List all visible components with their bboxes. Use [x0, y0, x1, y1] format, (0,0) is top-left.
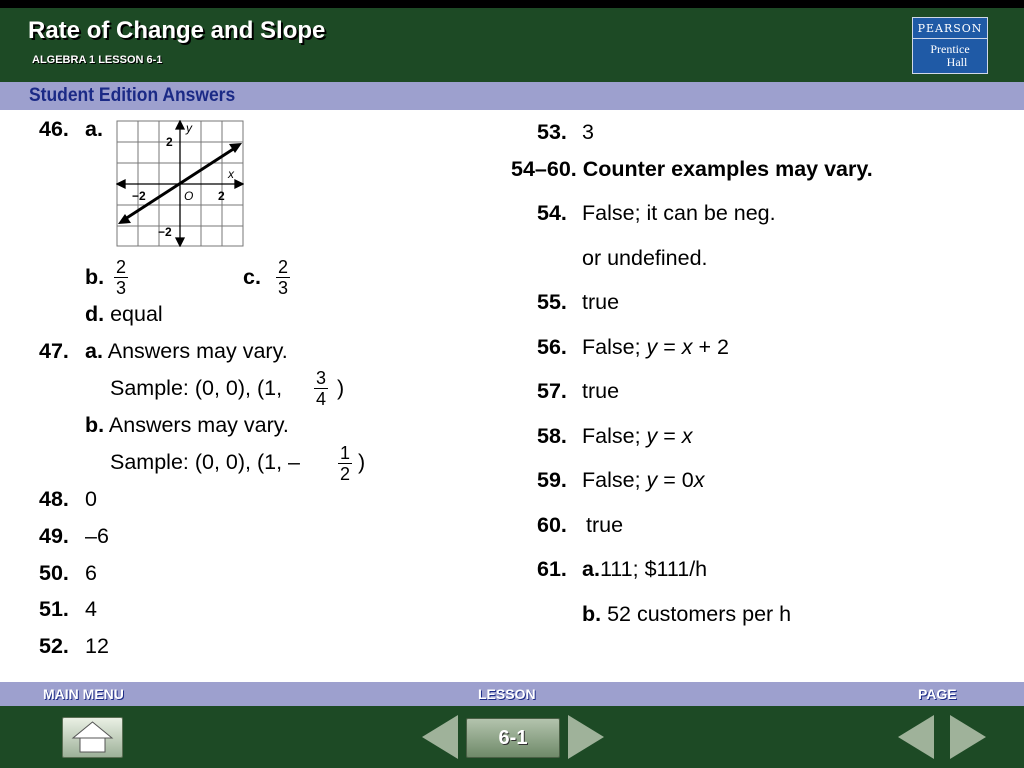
denominator: 2 [340, 464, 351, 484]
denominator: 3 [278, 278, 289, 298]
part-label: b. [85, 413, 105, 437]
answer-58 [537, 423, 693, 449]
answer-46 [39, 116, 103, 142]
lesson-next-button[interactable] [568, 715, 604, 759]
answer-number: 48. [39, 487, 69, 511]
page-next-button[interactable] [950, 715, 986, 759]
part-label: a. [582, 557, 600, 581]
answer-54-continued: or undefined. [582, 246, 708, 270]
answer-text: true [582, 379, 620, 403]
answer-number: 51. [39, 597, 69, 621]
answer-number: 56. [537, 335, 567, 359]
home-icon [63, 718, 122, 757]
page-title: Rate of Change and Slope [28, 17, 326, 44]
answer-text: 52 customers per h [601, 602, 792, 626]
logo-text-prentice: Prentice [930, 42, 970, 56]
section-heading-54-60: 54–60. Counter examples may vary. [511, 157, 873, 181]
x-axis-label: x [228, 167, 234, 181]
answer-47 [39, 338, 288, 364]
tick-label-x-2: 2 [218, 189, 225, 203]
banner-title: Student Edition Answers [29, 85, 236, 106]
answer-47a-sample [110, 375, 282, 401]
fraction-46c [276, 257, 290, 298]
equals: = [657, 335, 682, 359]
lesson-number-button[interactable]: 6-1 [466, 718, 560, 758]
part-label: c. [243, 265, 261, 289]
answer-number: 49. [39, 524, 69, 548]
answer-text: False; [582, 424, 647, 448]
answer-number: 60. [537, 513, 567, 537]
page-prev-button[interactable] [898, 715, 934, 759]
tick-label-y-2: 2 [166, 135, 173, 149]
var-x: x [693, 468, 705, 492]
tick-label-y-neg2: −2 [158, 225, 172, 239]
answer-number: 46. [39, 117, 69, 141]
var-y: y [646, 468, 658, 492]
answer-59 [537, 467, 705, 493]
numerator: 3 [316, 368, 327, 388]
answer-number: 53. [537, 120, 567, 144]
fraction-46b [114, 257, 128, 298]
answer-number: 55. [537, 290, 567, 314]
answer-46c [243, 264, 261, 290]
answer-49 [39, 523, 109, 549]
answer-text: –6 [85, 524, 109, 548]
answer-text: 12 [85, 634, 109, 658]
answer-number: 57. [537, 379, 567, 403]
answer-55 [537, 289, 620, 315]
lesson-label: LESSON [478, 686, 536, 702]
logo-text-pearson: PEARSON [913, 22, 987, 39]
main-menu-button[interactable] [62, 717, 123, 758]
answer-text-end: + 2 [692, 335, 730, 359]
denominator: 3 [116, 278, 127, 298]
answer-number: 58. [537, 424, 567, 448]
footer-nav [0, 706, 1024, 768]
answer-60 [537, 512, 624, 538]
answer-text: Answers may vary. [102, 339, 288, 363]
part-label: a. [85, 117, 103, 141]
equals: = [657, 424, 682, 448]
logo-text-hall: Hall [946, 55, 968, 69]
answer-61b [582, 601, 791, 627]
answer-text: 0 [85, 487, 97, 511]
answer-text: Answers may vary. [104, 413, 289, 437]
answer-text: False; [582, 468, 647, 492]
answer-text: False; [582, 335, 647, 359]
part-label: d. [85, 302, 105, 326]
answer-text: 6 [85, 561, 97, 585]
equals: = 0 [657, 468, 694, 492]
header [0, 8, 1024, 82]
main-menu-label: MAIN MENU [43, 686, 124, 702]
answer-47b-sample [110, 449, 300, 475]
answer-text: 3 [582, 120, 594, 144]
denominator: 4 [316, 389, 327, 409]
answer-text: 111; $111/h [599, 557, 708, 581]
fraction-47b [338, 443, 352, 484]
slope-graph [116, 120, 244, 247]
page-label: PAGE [918, 686, 957, 702]
section-banner [0, 82, 1024, 110]
answer-text: 4 [85, 597, 97, 621]
footer-label-bar [0, 682, 1024, 706]
answer-56 [537, 334, 730, 360]
numerator: 2 [278, 257, 289, 277]
answer-57 [537, 378, 620, 404]
origin-label: O [184, 189, 194, 203]
var-y: y [646, 424, 658, 448]
answer-61 [537, 556, 708, 582]
numerator: 2 [116, 257, 127, 277]
answer-number: 59. [537, 468, 567, 492]
answer-number: 61. [537, 557, 567, 581]
fraction-47a [314, 368, 328, 409]
answer-number: 54. [537, 201, 567, 225]
part-label: b. [85, 265, 105, 289]
var-x: x [681, 335, 693, 359]
answer-text: true [582, 290, 620, 314]
answer-number: 47. [39, 339, 69, 363]
tick-label-x-neg2: −2 [132, 189, 146, 203]
sample-text: Sample: (0, 0), (1, – [110, 450, 300, 474]
var-x: x [681, 424, 693, 448]
close-paren: ) [358, 450, 366, 474]
sample-text: Sample: (0, 0), (1, [110, 376, 283, 400]
answer-53 [537, 119, 594, 145]
numerator: 1 [340, 443, 351, 463]
answer-46d [85, 301, 163, 327]
answer-50 [39, 560, 97, 586]
answer-51 [39, 596, 97, 622]
answer-54 [537, 200, 776, 226]
y-axis-label: y [186, 121, 192, 135]
answer-number: 50. [39, 561, 69, 585]
part-label: b. [582, 602, 602, 626]
pearson-logo [912, 17, 988, 74]
answer-47b [85, 412, 289, 438]
answer-number: 52. [39, 634, 69, 658]
answer-text: False; it can be neg. [582, 201, 776, 225]
answer-48 [39, 486, 97, 512]
lesson-subtitle: ALGEBRA 1 LESSON 6-1 [32, 54, 163, 66]
lesson-prev-button[interactable] [422, 715, 458, 759]
answer-text: true [586, 513, 624, 537]
answer-text: equal [104, 302, 163, 326]
answer-52 [39, 633, 109, 659]
top-strip [0, 0, 1024, 8]
var-y: y [646, 335, 658, 359]
close-paren: ) [337, 376, 345, 400]
part-label: a. [85, 339, 103, 363]
answer-46b [85, 264, 104, 290]
